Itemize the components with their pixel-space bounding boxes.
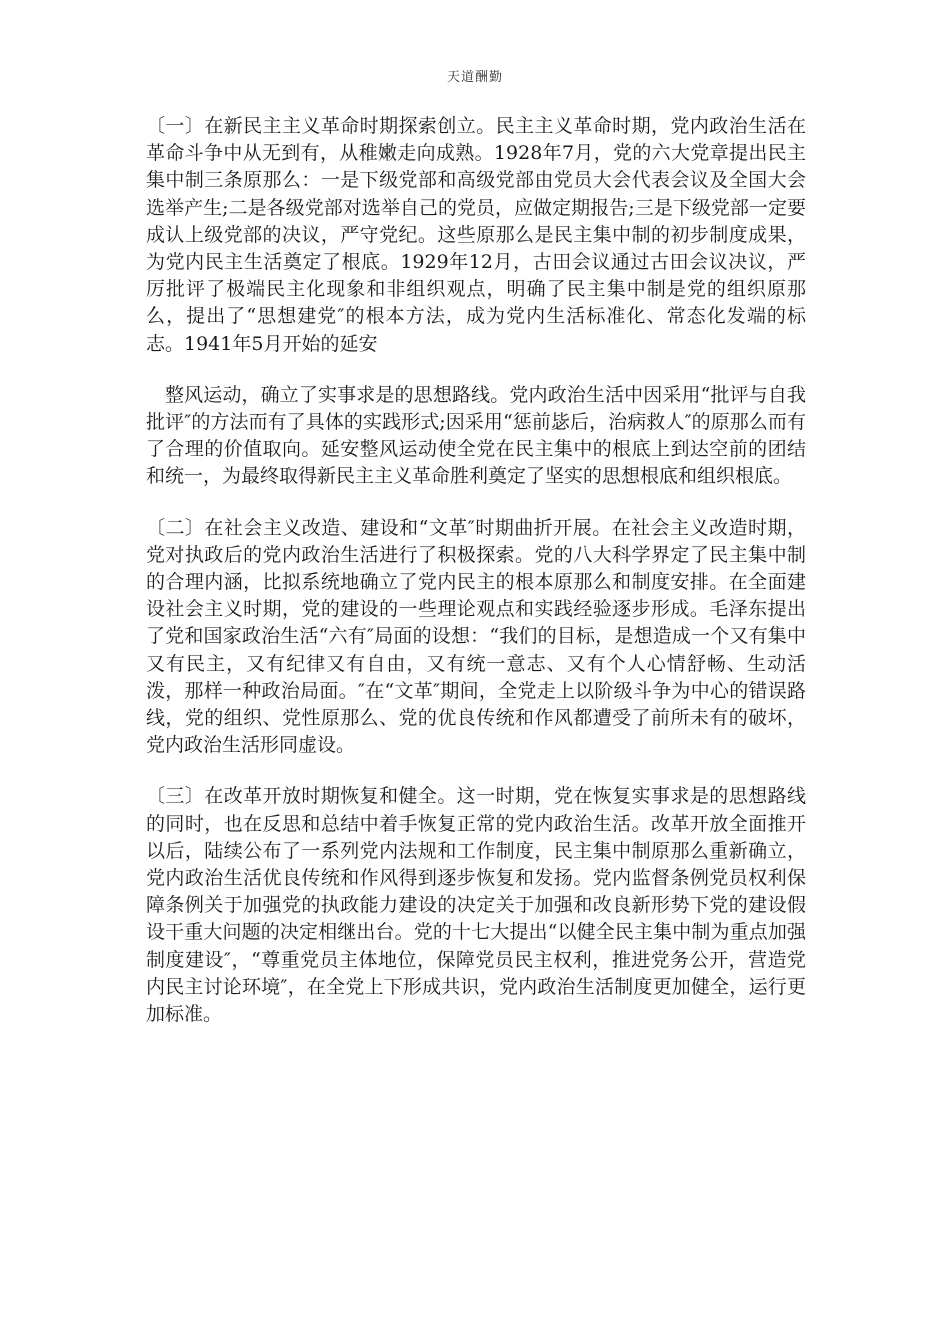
page-header: 天道酬勤: [446, 70, 503, 85]
document-body: [146, 113, 806, 1052]
paragraph-1: 〔一〕在新民主主义革命时期探索创立。民主主义革命时期，党内政治生活在革命斗争中从无到有，从稚嫩走向成熟。1928年7月，党的六大党章提出民主集中制三条原那么：一是下级党部和高级党部由党员大会代表会议及全国大会选举产生;二是各级党部对选举自己的党员，应做定期报告;三是下级党部一定要成认上级党部的决议，严守党纪。这些原那么是民主集中制的初步制度成果，为党内民主生活奠定了根底。1929年12月，古田会议通过古田会议决议，严厉批评了极端民主化现象和非组织观点，明确了民主集中制是党的组织原那么，提出了“思想建党″的根本方法，成为党内生活标准化、常态化发端的标志。1941年5月开始的延安: [146, 115, 806, 355]
paragraph-4: 〔三〕在改革开放时期恢复和健全。这一时期，党在恢复实事求是的思想路线的同时，也在反思和总结中着手恢复正常的党内政治生活。改革开放全面推开以后，陆续公布了一系列党内法规和工作制度，民主集中制原那么重新确立，党内政治生活优良传统和作风得到逐步恢复和发扬。党内监督条例党员权利保障条例关于加强党的执政能力建设的决定关于加强和改良新形势下党的建设假设干重大问题的决定相继出台。党的十七大提出“以健全民主集中制为重点加强制度建设″，“尊重党员主体地位，保障党员民主权利，推进党务公开，营造党内民主讨论环境″，在全党上下形成共识，党内政治生活制度更加健全，运行更加标准。: [146, 785, 806, 1026]
paragraph-2: 整风运动，确立了实事求是的思想路线。党内政治生活中因采用“批评与自我批评″的方法而有了具体的实践形式;因采用“惩前毖后，治病救人″的原那么而有了合理的价值取向。延安整风运动使全党在民主集中的根底上到达空前的团结和统一，为最终取得新民主主义革命胜利奠定了坚实的思想根底和组织根底。: [146, 383, 806, 488]
paragraph-3: 〔二〕在社会主义改造、建设和“文革″时期曲折开展。在社会主义改造时期，党对执政后的党内政治生活进行了积极探索。党的八大科学界定了民主集中制的合理内涵，比拟系统地确立了党内民主的根本原那么和制度安排。在全面建设社会主义时期，党的建设的一些理论观点和实践经验逐步形成。毛泽东提出了党和国家政治生活“六有″局面的设想：“我们的目标，是想造成一个又有集中又有民主，又有纪律又有自由，又有统一意志、又有个人心情舒畅、生动活泼，那样一种政治局面。″在“文革″期间，全党走上以阶级斗争为中心的错误路线，党的组织、党性原那么、党的优良传统和作风都遭受了前所未有的破坏，党内政治生活形同虚设。: [146, 516, 806, 757]
